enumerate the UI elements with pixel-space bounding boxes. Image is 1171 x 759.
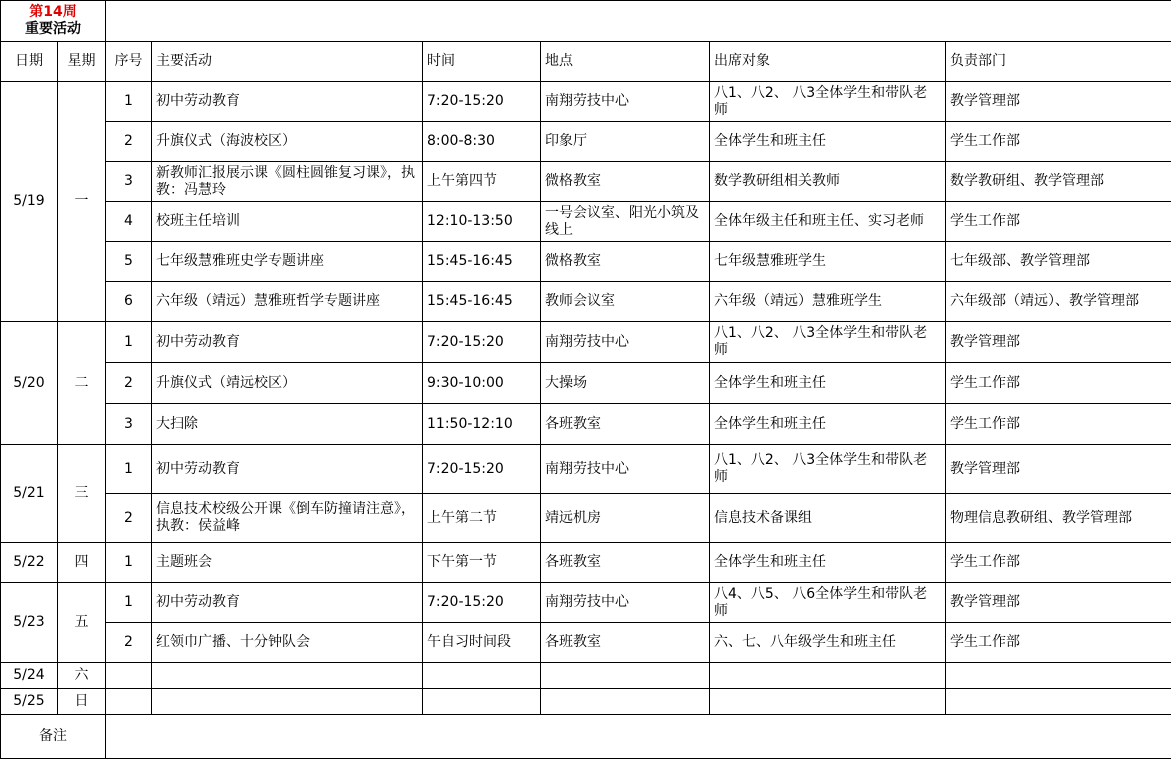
activity-cell: 升旗仪式（海波校区） (152, 122, 423, 162)
activity-cell: 六年级（靖远）慧雅班哲学专题讲座 (152, 282, 423, 322)
no-cell: 1 (106, 543, 152, 583)
table-row (1, 122, 1171, 162)
attendees-cell: 八1、八2、 八3全体学生和带队老师 (710, 445, 946, 494)
time-cell: 7:20-15:20 (423, 583, 541, 623)
date-cell: 5/21 (1, 445, 58, 543)
place-cell (541, 663, 710, 689)
activity-cell: 大扫除 (152, 404, 423, 445)
dept-cell: 教学管理部 (946, 445, 1171, 494)
col-time: 时间 (423, 42, 541, 82)
place-cell: 教师会议室 (541, 282, 710, 322)
no-cell: 2 (106, 363, 152, 404)
table-row (1, 322, 1171, 363)
dept-cell: 教学管理部 (946, 322, 1171, 363)
place-cell: 南翔劳技中心 (541, 82, 710, 122)
dept-cell: 教学管理部 (946, 583, 1171, 623)
time-cell: 7:20-15:20 (423, 445, 541, 494)
place-cell: 南翔劳技中心 (541, 583, 710, 623)
col-no: 序号 (106, 42, 152, 82)
no-cell: 2 (106, 623, 152, 663)
dept-cell: 学生工作部 (946, 363, 1171, 404)
table-row (1, 242, 1171, 282)
place-cell: 印象厅 (541, 122, 710, 162)
dept-cell (946, 689, 1171, 715)
place-cell: 各班教室 (541, 404, 710, 445)
no-cell: 2 (106, 122, 152, 162)
no-cell: 2 (106, 494, 152, 543)
attendees-cell: 全体学生和班主任 (710, 122, 946, 162)
weekday-cell: 三 (58, 445, 106, 543)
week-title-cell (1, 1, 106, 42)
no-cell: 3 (106, 162, 152, 202)
table-row (1, 494, 1171, 543)
table-row (1, 445, 1171, 494)
place-cell: 微格教室 (541, 162, 710, 202)
date-cell: 5/19 (1, 82, 58, 322)
weekday-cell: 五 (58, 583, 106, 663)
remarks-row (1, 715, 1171, 759)
activity-cell (152, 689, 423, 715)
table-row (1, 623, 1171, 663)
activity-cell: 初中劳动教育 (152, 322, 423, 363)
activity-cell (152, 663, 423, 689)
attendees-cell: 信息技术备课组 (710, 494, 946, 543)
no-cell: 3 (106, 404, 152, 445)
attendees-cell: 数学教研组相关教师 (710, 162, 946, 202)
dept-cell: 教学管理部 (946, 82, 1171, 122)
dept-cell: 学生工作部 (946, 543, 1171, 583)
time-cell: 8:00-8:30 (423, 122, 541, 162)
date-cell: 5/23 (1, 583, 58, 663)
attendees-cell: 全体年级主任和班主任、实习老师 (710, 202, 946, 242)
place-cell: 各班教室 (541, 623, 710, 663)
table-row (1, 363, 1171, 404)
remarks-label: 备注 (1, 715, 106, 759)
weekday-cell: 日 (58, 689, 106, 715)
table-row (1, 543, 1171, 583)
table-row (1, 663, 1171, 689)
attendees-cell: 全体学生和班主任 (710, 543, 946, 583)
time-cell: 12:10-13:50 (423, 202, 541, 242)
dept-cell: 七年级部、教学管理部 (946, 242, 1171, 282)
table-row (1, 82, 1171, 122)
place-cell: 微格教室 (541, 242, 710, 282)
no-cell: 1 (106, 583, 152, 623)
date-cell: 5/22 (1, 543, 58, 583)
time-cell: 15:45-16:45 (423, 242, 541, 282)
time-cell: 下午第一节 (423, 543, 541, 583)
date-cell: 5/25 (1, 689, 58, 715)
place-cell: 一号会议室、阳光小筑及线上 (541, 202, 710, 242)
attendees-cell (710, 663, 946, 689)
table-row (1, 202, 1171, 242)
attendees-cell: 全体学生和班主任 (710, 404, 946, 445)
activity-cell: 初中劳动教育 (152, 583, 423, 623)
place-cell: 靖远机房 (541, 494, 710, 543)
activity-cell: 新教师汇报展示课《圆柱圆锥复习课》，执教：冯慧玲 (152, 162, 423, 202)
table-row (1, 583, 1171, 623)
place-cell: 各班教室 (541, 543, 710, 583)
weekday-cell: 一 (58, 82, 106, 322)
week-subtitle: 重要活动 (5, 21, 101, 38)
table-row (1, 689, 1171, 715)
place-cell: 南翔劳技中心 (541, 322, 710, 363)
dept-cell (946, 663, 1171, 689)
attendees-cell: 七年级慧雅班学生 (710, 242, 946, 282)
header-row (1, 42, 1171, 82)
no-cell: 6 (106, 282, 152, 322)
col-place: 地点 (541, 42, 710, 82)
no-cell (106, 689, 152, 715)
time-cell: 15:45-16:45 (423, 282, 541, 322)
attendees-cell: 八4、八5、 八6全体学生和带队老师 (710, 583, 946, 623)
attendees-cell: 八1、八2、 八3全体学生和带队老师 (710, 322, 946, 363)
weekday-cell: 四 (58, 543, 106, 583)
weekday-cell: 六 (58, 663, 106, 689)
no-cell: 1 (106, 322, 152, 363)
dept-cell: 六年级部（靖远）、教学管理部 (946, 282, 1171, 322)
dept-cell: 数学教研组、教学管理部 (946, 162, 1171, 202)
attendees-cell: 八1、八2、 八3全体学生和带队老师 (710, 82, 946, 122)
title-row (1, 1, 1171, 42)
time-cell: 午自习时间段 (423, 623, 541, 663)
activity-cell: 主题班会 (152, 543, 423, 583)
weekday-cell: 二 (58, 322, 106, 445)
col-attendees: 出席对象 (710, 42, 946, 82)
dept-cell: 学生工作部 (946, 122, 1171, 162)
attendees-cell (710, 689, 946, 715)
time-cell (423, 689, 541, 715)
week-number: 第14周 (5, 4, 101, 21)
activity-cell: 升旗仪式（靖远校区） (152, 363, 423, 404)
activity-cell: 红领巾广播、十分钟队会 (152, 623, 423, 663)
date-cell: 5/24 (1, 663, 58, 689)
time-cell: 上午第二节 (423, 494, 541, 543)
attendees-cell: 全体学生和班主任 (710, 363, 946, 404)
attendees-cell: 六、七、八年级学生和班主任 (710, 623, 946, 663)
dept-cell: 学生工作部 (946, 623, 1171, 663)
attendees-cell: 六年级（靖远）慧雅班学生 (710, 282, 946, 322)
place-cell (541, 689, 710, 715)
date-cell: 5/20 (1, 322, 58, 445)
no-cell: 1 (106, 82, 152, 122)
activity-cell: 初中劳动教育 (152, 82, 423, 122)
time-cell: 7:20-15:20 (423, 82, 541, 122)
place-cell: 南翔劳技中心 (541, 445, 710, 494)
col-dept: 负责部门 (946, 42, 1171, 82)
activity-cell: 校班主任培训 (152, 202, 423, 242)
remarks-value (106, 715, 1171, 759)
time-cell: 上午第四节 (423, 162, 541, 202)
title-blank (106, 1, 1171, 42)
time-cell: 7:20-15:20 (423, 322, 541, 363)
no-cell (106, 663, 152, 689)
time-cell: 9:30-10:00 (423, 363, 541, 404)
activity-cell: 信息技术校级公开课《倒车防撞请注意》，执教：侯益峰 (152, 494, 423, 543)
dept-cell: 物理信息教研组、教学管理部 (946, 494, 1171, 543)
dept-cell: 学生工作部 (946, 202, 1171, 242)
table-row (1, 282, 1171, 322)
col-weekday: 星期 (58, 42, 106, 82)
no-cell: 5 (106, 242, 152, 282)
activity-cell: 七年级慧雅班史学专题讲座 (152, 242, 423, 282)
activity-cell: 初中劳动教育 (152, 445, 423, 494)
table-row (1, 404, 1171, 445)
time-cell: 11:50-12:10 (423, 404, 541, 445)
col-activity: 主要活动 (152, 42, 423, 82)
place-cell: 大操场 (541, 363, 710, 404)
table-row (1, 162, 1171, 202)
schedule-body (1, 1, 1171, 759)
no-cell: 1 (106, 445, 152, 494)
dept-cell: 学生工作部 (946, 404, 1171, 445)
no-cell: 4 (106, 202, 152, 242)
col-date: 日期 (1, 42, 58, 82)
time-cell (423, 663, 541, 689)
